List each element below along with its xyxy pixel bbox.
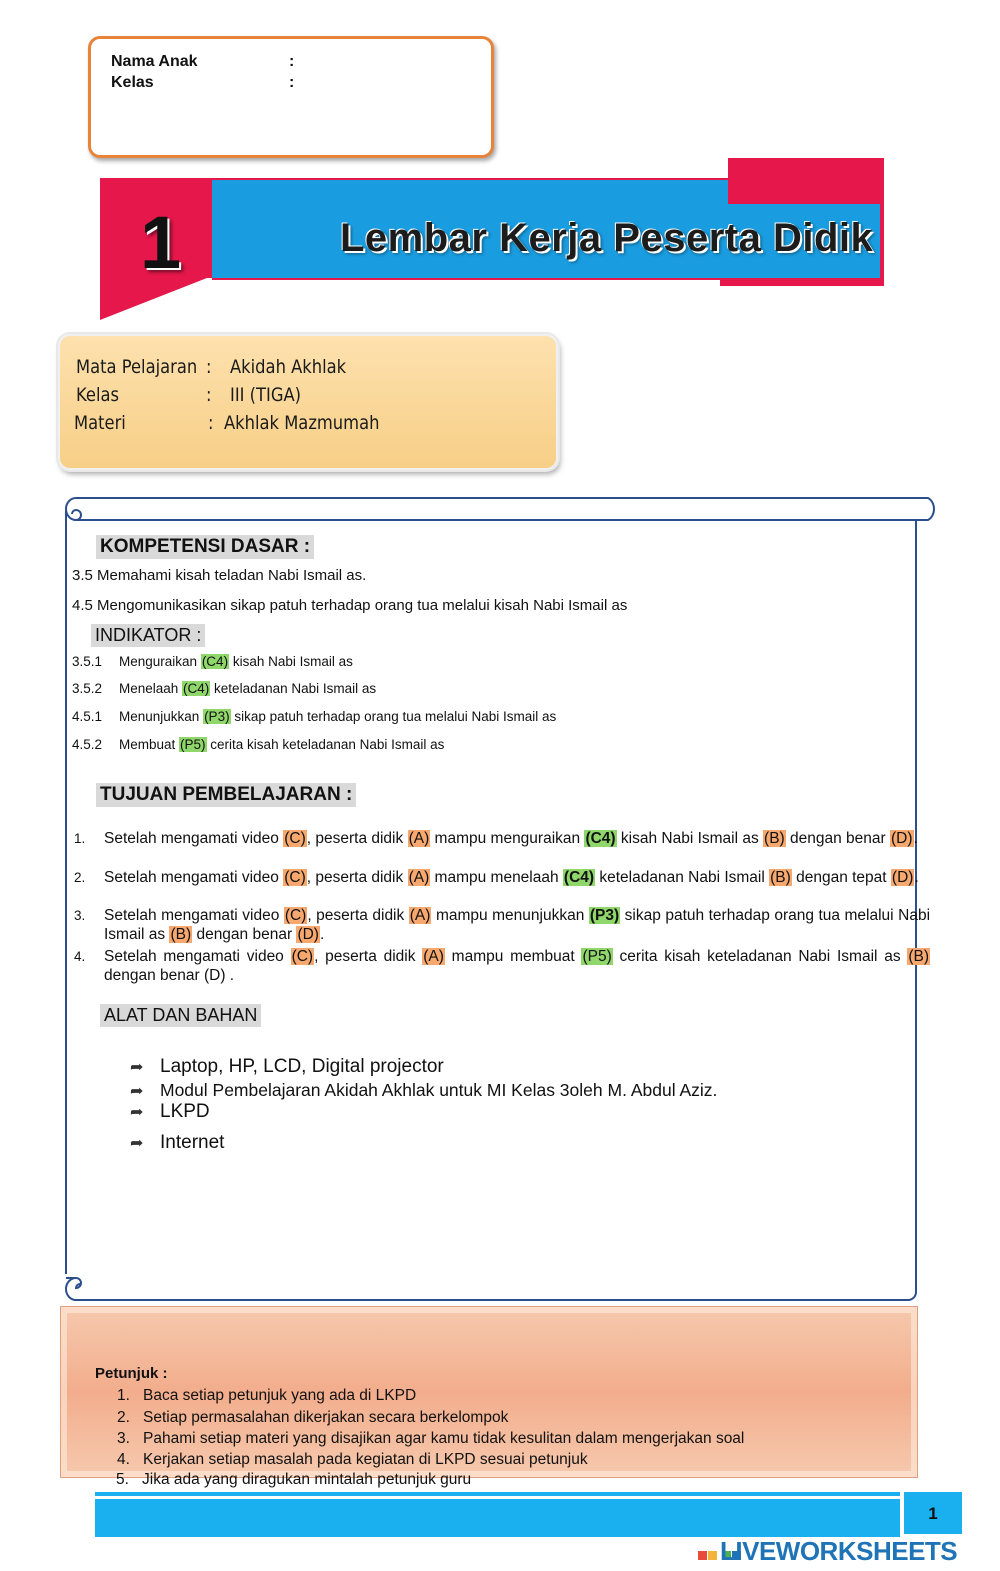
subject-value: Akidah Akhlak (230, 356, 347, 378)
brand-name: LIVEWORKSHEETS (720, 1536, 958, 1566)
class-label: Kelas (111, 74, 154, 91)
class-label: Kelas (76, 384, 120, 406)
indikator-heading: INDIKATOR : (91, 624, 205, 647)
indikator-code: (C4) (201, 654, 229, 669)
arrow-icon: ➦ (130, 1059, 144, 1076)
tujuan-item: 4. Setelah mengamati video (C), peserta didik (A) mampu membuat (P5) cerita kisah keteladanan Nabi Ismail as (B) dengan benar (D) . (74, 948, 930, 984)
class-colon: : (289, 74, 295, 91)
alat-item: ➦ Laptop, HP, LCD, Digital projector (130, 1056, 444, 1077)
subject-colon: : (206, 356, 212, 378)
arrow-icon: ➦ (130, 1135, 144, 1152)
student-info-box (88, 36, 494, 158)
materi-colon: : (208, 412, 214, 434)
liveworksheets-logo (698, 1536, 957, 1564)
indikator-num: 3.5.1 (72, 654, 103, 669)
footer-bar (95, 1496, 900, 1537)
petunjuk-item: 2. Setiap permasalahan dikerjakan secara berkelompok (117, 1409, 509, 1426)
title-banner (100, 158, 884, 320)
subject-label: Mata Pelajaran (76, 356, 198, 378)
scroll-frame (62, 496, 940, 1302)
subject-info-box (58, 334, 558, 470)
tujuan-item: 3. Setelah mengamati video (C), peserta didik (A) mampu menunjukkan (P3) sikap patuh terhadap orang tua melalui Nabi Ismail as (B) dengan benar (D). (74, 907, 931, 943)
indikator-item (72, 737, 444, 752)
name-label: Nama Anak (111, 53, 198, 70)
logo-squares-icon (698, 1551, 720, 1561)
petunjuk-item: 4. Kerjakan setiap masalah pada kegiatan di LKPD sesuai petunjuk (117, 1451, 588, 1468)
materi-label: Materi (74, 412, 126, 434)
alat-item: ➦ Internet (130, 1132, 225, 1153)
tujuan-num: 1. (74, 831, 86, 846)
indikator-code: (P3) (204, 709, 230, 724)
indikator-item (72, 709, 556, 724)
page-number-box (904, 1492, 962, 1534)
banner-number: 1 (140, 201, 182, 284)
tujuan-num: 3. (74, 908, 86, 923)
page-number: 1 (928, 1504, 938, 1523)
indikator-code: (P5) (180, 737, 206, 752)
banner-title: Lembar Kerja Peserta Didik (340, 216, 874, 260)
class-value: III (TIGA) (230, 384, 302, 406)
indikator-code: (C4) (183, 681, 210, 696)
tujuan-heading: TUJUAN PEMBELAJARAN : (96, 783, 356, 807)
indikator-num: 3.5.2 (72, 681, 103, 696)
alat-item: ➦ LKPD (130, 1101, 210, 1122)
name-colon: : (289, 53, 295, 70)
kompetensi-heading: KOMPETENSI DASAR : (96, 535, 314, 559)
tujuan-num: 4. (74, 949, 86, 964)
indikator-desc: kisah Nabi Ismail as (229, 654, 353, 669)
indikator-num: 4.5.2 (72, 737, 103, 752)
tujuan-num: 2. (74, 870, 86, 885)
petunjuk-item: 3. Pahami setiap materi yang disajikan agar kamu tidak kesulitan dalam mengerjakan soal (117, 1430, 745, 1447)
materi-value: Akhlak Mazmumah (224, 412, 380, 434)
class-colon: : (206, 384, 212, 406)
scroll-border (62, 496, 940, 1302)
indikator-item (72, 654, 353, 669)
alat-heading: ALAT DAN BAHAN (100, 1004, 261, 1027)
indikator-desc: sikap patuh terhadap orang tua melalui Nabi Ismail as (230, 709, 557, 724)
alat-item: ➦ Modul Pembelajaran Akidah Akhlak untuk MI Kelas 3oleh M. Abdul Aziz. (130, 1080, 718, 1100)
indikator-desc: keteladanan Nabi Ismail as (210, 681, 377, 696)
petunjuk-item: 5. Jika ada yang diragukan mintalah petunjuk guru (116, 1471, 472, 1488)
petunjuk-title: Petunjuk : (95, 1365, 168, 1382)
kompetensi-item: 3.5 Memahami kisah teladan Nabi Ismail as. (72, 567, 367, 584)
indikator-num: 4.5.1 (72, 709, 103, 724)
kompetensi-item: 4.5 Mengomunikasikan sikap patuh terhadap orang tua melalui kisah Nabi Ismail as (72, 597, 628, 614)
indikator-verb: Menunjukkan (119, 709, 204, 724)
arrow-icon: ➦ (130, 1083, 144, 1100)
indikator-desc: cerita kisah keteladanan Nabi Ismail as (206, 737, 445, 752)
tujuan-item: 1. Setelah mengamati video (C), peserta didik (A) mampu menguraikan (C4) kisah Nabi Ismail as (B) dengan benar (D). (74, 830, 918, 847)
indikator-verb: Membuat (119, 737, 180, 752)
petunjuk-box (60, 1306, 918, 1478)
indikator-item (72, 681, 376, 696)
indikator-verb: Menelaah (119, 681, 183, 696)
arrow-icon: ➦ (130, 1104, 144, 1121)
petunjuk-item: 1. Baca setiap petunjuk yang ada di LKPD (117, 1387, 417, 1404)
tujuan-item: 2. Setelah mengamati video (C), peserta didik (A) mampu menelaah (C4) keteladanan Nabi Ismail (B) dengan tepat (D). (74, 869, 919, 886)
indikator-verb: Menguraikan (119, 654, 201, 669)
